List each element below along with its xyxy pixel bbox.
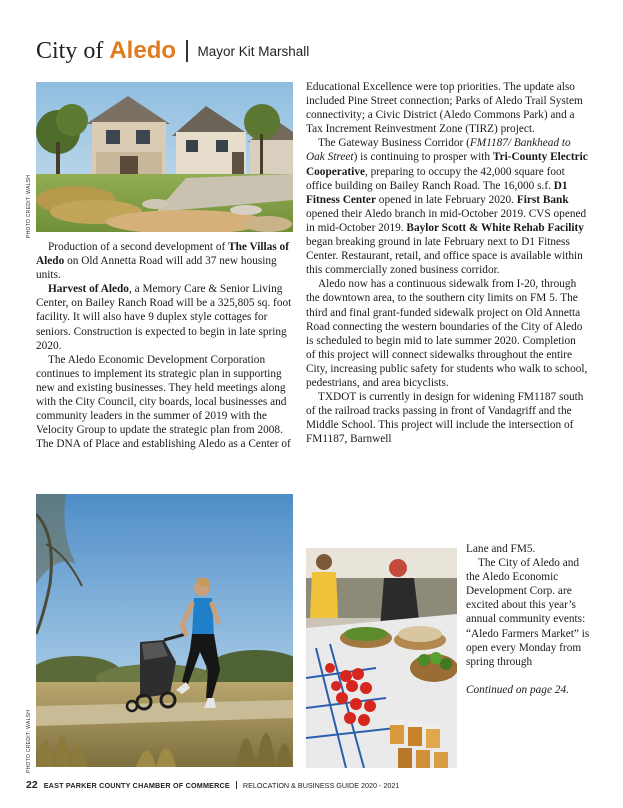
header-city-of: City of [36, 37, 104, 64]
houses-photo [36, 82, 293, 232]
text-run: The Gateway Business Corridor ( [318, 137, 470, 150]
houses-photo-credit: PHOTO CREDIT: WALSH [26, 174, 32, 238]
left-paragraph-1 [36, 240, 292, 282]
header-divider [186, 40, 188, 62]
harvest-of-aledo-name: Harvest of Aledo [48, 283, 129, 296]
farmers-market-photo-image [306, 548, 457, 768]
tri-county-name: Tri-County Electric Cooperative [306, 151, 588, 178]
page-footer [26, 779, 399, 791]
text-run: ) is continuing to prosper with [353, 151, 493, 164]
text-run: Production of a second development of [48, 241, 229, 253]
first-bank-name: First Bank [516, 193, 569, 206]
right-paragraph-1: Educational Excellence were top priorities. The update also included Pine Street connection; Parks of Aledo Trail System connectivity; a Civic District (Aledo Commons Park) and a Tax Increment Reinvestment Zone (TIRZ) project. [306, 81, 583, 136]
runner-photo-image [36, 494, 293, 767]
text-run: opened their Aledo branch in mid-October 2019. CVS opened in mid-October 2019. [306, 207, 587, 234]
text-run: , preparing to occupy the 42,000 square foot office building on Bailey Ranch Road. The 16,000 s.f. [306, 165, 565, 192]
text-run: opened in late February 2020. [375, 193, 517, 206]
right-paragraph-2 [306, 136, 588, 277]
right-paragraph-3: Aledo now has a continuous sidewalk from I-20, through the downtown area, to the southern city limits on FM 5. The third and final grant-funded sidewalk project on Old Annetta Road connecting the western boundaries of the City of Aledo is scheduled to begin mid to late summer 2020. Completion of this project will connect sidewalks throughout the entire City, increasing public safety for students who walk to school, pedestrians, and area bicyclists. [306, 278, 588, 389]
baylor-scott-white-name: Baylor Scott & White Rehab Facility [406, 221, 584, 234]
footer-guide-title: RELOCATION & BUSINESS GUIDE 2020 - 2021 [242, 780, 400, 790]
text-run: on Old Annetta Road will add 37 new housing units. [36, 255, 277, 282]
d1-fitness-name: D1 Fitness Center [306, 179, 568, 206]
text-run: , a Memory Care & Senior Living Center, on Bailey Ranch Road will be a 325,805 sq. foot facility. It will also have 9 duplex style cottages for seniors. Construction is expected to begin in late spring 2020. [36, 283, 292, 352]
houses-photo-image [36, 82, 293, 232]
continued-note [466, 683, 590, 697]
page-header [36, 36, 309, 66]
right-paragraph-4-end: Lane and FM5. [466, 543, 536, 555]
continued-note-text: Continued on page 24. [466, 683, 569, 696]
farmers-market-photo [306, 548, 457, 768]
header-city-name: Aledo [109, 37, 177, 64]
left-paragraph-3: The Aledo Economic Development Corporation continues to implement its strategic plan in supporting new and existing businesses. They held meetings along with the City Council, city boards, local businesses and community leaders in the summer of 2019 with the Velocity Group to update the strategic plan from 2008. The DNA of Place and establishing Aledo as a Center of [36, 353, 291, 451]
right-column-narrow [466, 542, 590, 697]
right-paragraph-4: TXDOT is currently in design for widening FM1187 south of the railroad tracks passing in front of Vandagriff and the Middle School. This project will include the intersection of FM1187, Barnwell [306, 391, 584, 446]
header-mayor: Mayor Kit Marshall [197, 43, 310, 59]
footer-divider [236, 781, 237, 789]
right-column [306, 80, 588, 446]
villas-of-aledo-name: The Villas of Aledo [36, 241, 289, 268]
runner-photo [36, 494, 293, 767]
right-paragraph-5: The City of Aledo and the Aledo Economic Development Corp. are excited about this year’s annual community events: “Aledo Farmers Market” is open every Monday from spring through [466, 557, 590, 668]
footer-organization: EAST PARKER COUNTY CHAMBER OF COMMERCE [43, 780, 230, 790]
runner-photo-credit: PHOTO CREDIT: WALSH [26, 709, 32, 773]
left-paragraph-2 [36, 282, 292, 352]
page-number: 22 [26, 779, 38, 791]
left-column [36, 240, 292, 451]
corridor-extent: FM1187/ Bankhead to Oak Street [306, 137, 571, 164]
text-run: began breaking ground in late February next to D1 Fitness Center. Restaurant, retail, and office space is available within this commercially zoned business corridor. [306, 236, 583, 277]
